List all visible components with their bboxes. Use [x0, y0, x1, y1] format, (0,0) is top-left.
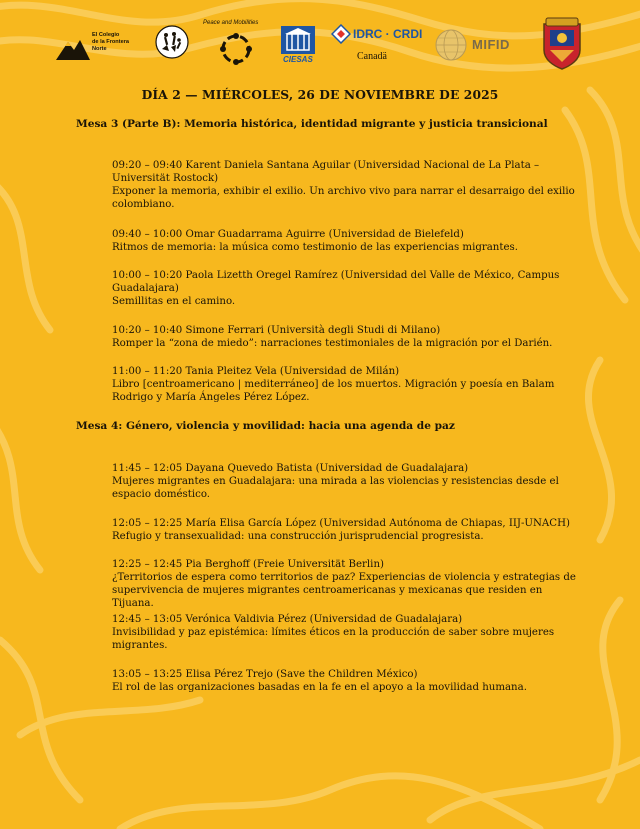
mesa-3-heading: Mesa 3 (Parte B): Memoria histórica, identidad migrante y justicia transicional — [76, 118, 548, 130]
talk-speaker: 11:45 – 12:05 Dayana Quevedo Batista (Universidad de Guadalajara) — [112, 463, 469, 474]
talk-title: Exponer la memoria, exhibir el exilio. Un archivo vivo para narrar el desarraigo del exilio colombiano. — [112, 186, 575, 210]
idrc-logo — [331, 24, 427, 66]
talk-item — [112, 668, 582, 694]
chain-ring-icon — [217, 30, 255, 68]
colef-logo — [56, 30, 146, 66]
talk-speaker: 13:05 – 13:25 Elisa Pérez Trejo (Save the Children México) — [112, 669, 418, 680]
talk-title: El rol de las organizaciones basadas en la fe en el apoyo a la movilidad humana. — [112, 682, 527, 693]
talk-speaker: 10:20 – 10:40 Simone Ferrari (Università degli Studi di Milano) — [112, 325, 441, 336]
talk-item — [112, 462, 582, 501]
talk-item — [112, 228, 582, 254]
talk-item — [112, 324, 582, 350]
udg-crest-icon — [540, 16, 584, 70]
colef-line-1: El Colegio — [92, 32, 120, 38]
talk-title: Ritmos de memoria: la música como testimonio de las experiencias migrantes. — [112, 242, 518, 253]
idrc-label: IDRC · CRDI — [353, 27, 423, 41]
talk-item — [112, 558, 582, 610]
talk-item — [112, 365, 582, 404]
ciesas-label: CIESAS — [283, 55, 313, 64]
dancers-logo — [155, 25, 189, 59]
colef-line-2: de la Frontera — [92, 39, 129, 45]
talk-item — [112, 269, 582, 308]
colef-line-3: Norte — [92, 46, 107, 52]
mesa-4-heading: Mesa 4: Género, violencia y movilidad: hacia una agenda de paz — [76, 420, 455, 432]
udg-crest-logo — [540, 16, 584, 70]
talk-speaker: 12:25 – 12:45 Pia Berghoff (Freie Universität Berlin) — [112, 559, 384, 570]
peace-mobilities-label: Peace and Mobilities — [203, 20, 259, 26]
logo-bar — [0, 0, 640, 80]
talk-item — [112, 613, 582, 652]
talk-speaker: 11:00 – 11:20 Tania Pleitez Vela (Universidad de Milán) — [112, 366, 400, 377]
talk-title: Invisibilidad y paz epistémica: límites éticos en la producción de saber sobre mujeres migrantes. — [112, 627, 555, 651]
globe-icon — [434, 28, 468, 62]
peace-mobilities-logo — [203, 20, 267, 70]
talk-speaker: 12:45 – 13:05 Verónica Valdivia Pérez (Universidad de Guadalajara) — [112, 614, 463, 625]
ciesas-logo — [281, 26, 317, 66]
talk-title: Refugio y transexualidad: una construcción jurisprudencial progresista. — [112, 531, 484, 542]
mifid-label: MIFID — [472, 37, 510, 52]
canada-wordmark: Canadä — [357, 51, 387, 62]
talk-title: Semillitas en el camino. — [112, 296, 236, 307]
mifid-logo — [434, 28, 530, 62]
building-icon — [281, 26, 315, 54]
talk-speaker: 10:00 – 10:20 Paola Lizetth Oregel Ramírez (Universidad del Valle de México, Campus Guadalajara) — [112, 270, 560, 294]
dancers-circle-icon — [155, 25, 189, 59]
talk-item — [112, 517, 582, 543]
talk-title: Mujeres migrantes en Guadalajara: una mirada a las violencias y resistencias desde el espacio doméstico. — [112, 476, 559, 500]
talk-item — [112, 159, 582, 211]
talk-title: Romper la “zona de miedo”: narraciones testimoniales de la migración por el Darién. — [112, 338, 553, 349]
idrc-diamond-icon — [331, 24, 351, 44]
talk-speaker: 09:40 – 10:00 Omar Guadarrama Aguirre (Universidad de Bielefeld) — [112, 229, 464, 240]
talk-speaker: 09:20 – 09:40 Karent Daniela Santana Aguilar (Universidad Nacional de La Plata – Universität Rostock) — [112, 160, 540, 184]
talk-title: ¿Territorios de espera como territorios de paz? Experiencias de violencia y estrategias de supervivencia de mujeres migrantes centroamericanas y mexicanas que residen en Tijuana. — [112, 572, 576, 609]
mountain-icon — [56, 36, 90, 60]
day-title: DÍA 2 — MIÉRCOLES, 26 DE NOVIEMBRE DE 2025 — [141, 87, 499, 102]
talk-title: Libro [centroamericano | mediterráneo] de los muertos. Migración y poesía en Balam Rodrigo y María Ángeles Pérez López. — [112, 379, 555, 403]
talk-speaker: 12:05 – 12:25 María Elisa García López (Universidad Autónoma de Chiapas, IIJ-UNACH) — [112, 518, 570, 529]
